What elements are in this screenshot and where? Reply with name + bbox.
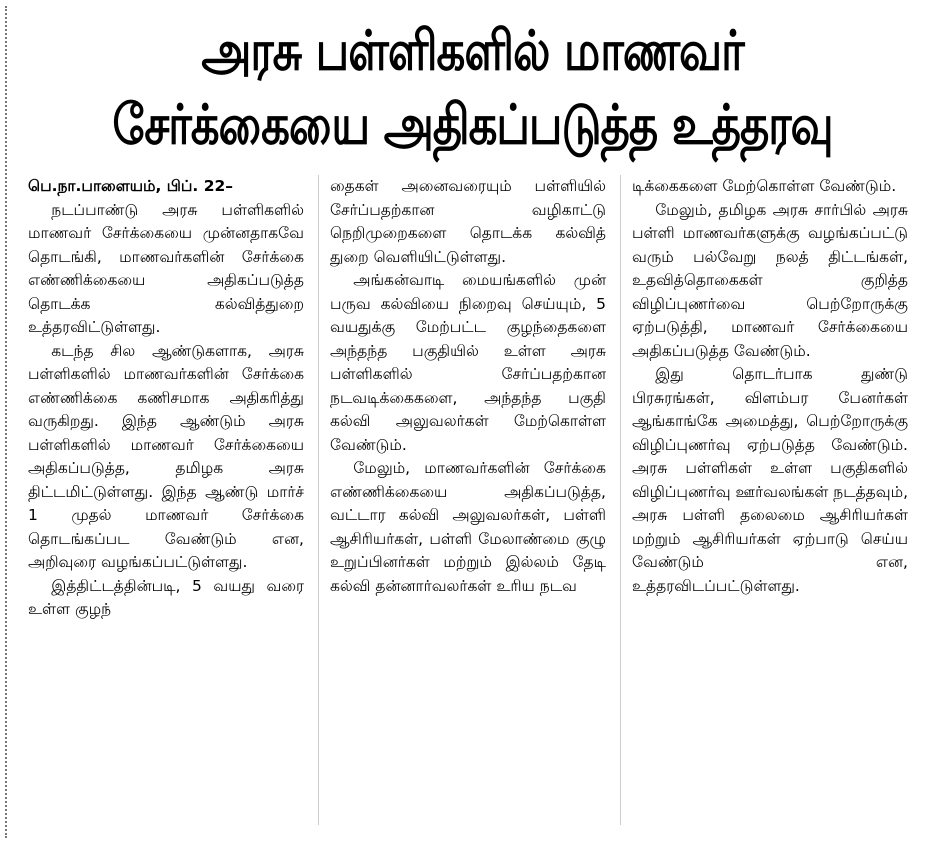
column-divider	[620, 175, 621, 825]
article-column-2	[330, 175, 606, 598]
dotted-cut-border	[5, 6, 7, 838]
paragraph: அங்கன்வாடி மையங்களில் முன் பருவ கல்வியை நிறைவு செய்யும், 5 வயதுக்கு மேற்பட்ட குழந்தைகளை அந்தந்த பகுதியில் உள்ள அரசு பள்ளிகளில் சேர்ப்பதற்கான நடவடிக்கைகளை, அந்தந்த பகுதி கல்வி அலுவலர்கள் மேற்கொள்ள வேண்டும்.	[330, 271, 606, 454]
headline	[20, 14, 925, 162]
paragraph: இது தொடர்பாக துண்டு பிரசுரங்கள், விளம்பர பேனர்கள் ஆங்காங்கே அமைத்து, பெற்றோருக்கு விழிப்புணர்வு ஏற்படுத்த வேண்டும். அரசு பள்ளிகள் உள்ள பகுதிகளில் விழிப்புணர்வு ஊர்வலங்கள் நடத்தவும், அரசு பள்ளி தலைமை ஆசிரியர்கள் மற்றும் ஆசிரியர்கள் ஏற்பாடு செய்ய வேண்டும் என, உத்தரவிடப்பட்டுள்ளது.	[632, 365, 908, 595]
dateline: பெ.நா.பாளையம், பிப். 22–	[28, 177, 234, 195]
paragraph: மேலும், மாணவர்களின் சேர்க்கை எண்ணிக்கையை அதிகப்படுத்த, வட்டார கல்வி அலுவலர்கள், பள்ளி ஆசிரியர்கள், பள்ளி மேலாண்மை குழு உறுப்பினர்கள் மற்றும் இல்லம் தேடி கல்வி தன்னார்வலர்கள் உரிய நடவ	[330, 459, 606, 595]
paragraph: கடந்த சில ஆண்டுகளாக, அரசு பள்ளிகளில் மாணவர்களின் சேர்க்கை எண்ணிக்கை கணிசமாக அதிகரித்து வருகிறது. இந்த ஆண்டும் அரசு பள்ளிகளில் மாணவர் சேர்க்கையை அதிகப்படுத்த, தமிழக அரசு திட்டமிட்டுள்ளது. இந்த ஆண்டு மார்ச் 1 முதல் மாணவர் சேர்க்கை தொடங்கப்பட வேண்டும் என, அறிவுரை வழங்கப்பட்டுள்ளது.	[28, 341, 304, 571]
paragraph: இத்திட்டத்தின்படி, 5 வயது வரை உள்ள குழந்	[28, 576, 304, 618]
headline-line-1: அரசு பள்ளிகளில் மாணவர்	[201, 18, 744, 83]
paragraph-continued: தைகள் அனைவரையும் பள்ளியில் சேர்ப்பதற்கான வழிகாட்டு நெறிமுறைகளை தொடக்க கல்வித் துறை வெளியிட்டுள்ளது.	[330, 177, 606, 266]
article-body	[28, 175, 918, 835]
paragraph: நடப்பாண்டு அரசு பள்ளிகளில் மாணவர் சேர்க்கையை முன்னதாகவே தொடங்கி, மாணவர்களின் சேர்க்கை எண்ணிக்கையை அதிகப்படுத்த தொடக்க கல்வித்துறை உத்தரவிட்டுள்ளது.	[28, 200, 304, 336]
paragraph: மேலும், தமிழக அரசு சார்பில் அரசு பள்ளி மாணவர்களுக்கு வழங்கப்பட்டு வரும் பல்வேறு நலத் திட்டங்கள், உதவித்தொகைகள் குறித்த விழிப்புணர்வை பெற்றோருக்கு ஏற்படுத்தி, மாணவர் சேர்க்கையை அதிகப்படுத்த வேண்டும்.	[632, 200, 908, 360]
paragraph-continued: டிக்கைகளை மேற்கொள்ள வேண்டும்.	[632, 177, 897, 195]
article-column-3	[632, 175, 908, 598]
headline-line-2: சேர்க்கையை அதிகப்படுத்த உத்தரவு	[112, 92, 833, 157]
column-divider	[318, 175, 319, 825]
article-column-1	[28, 175, 304, 622]
